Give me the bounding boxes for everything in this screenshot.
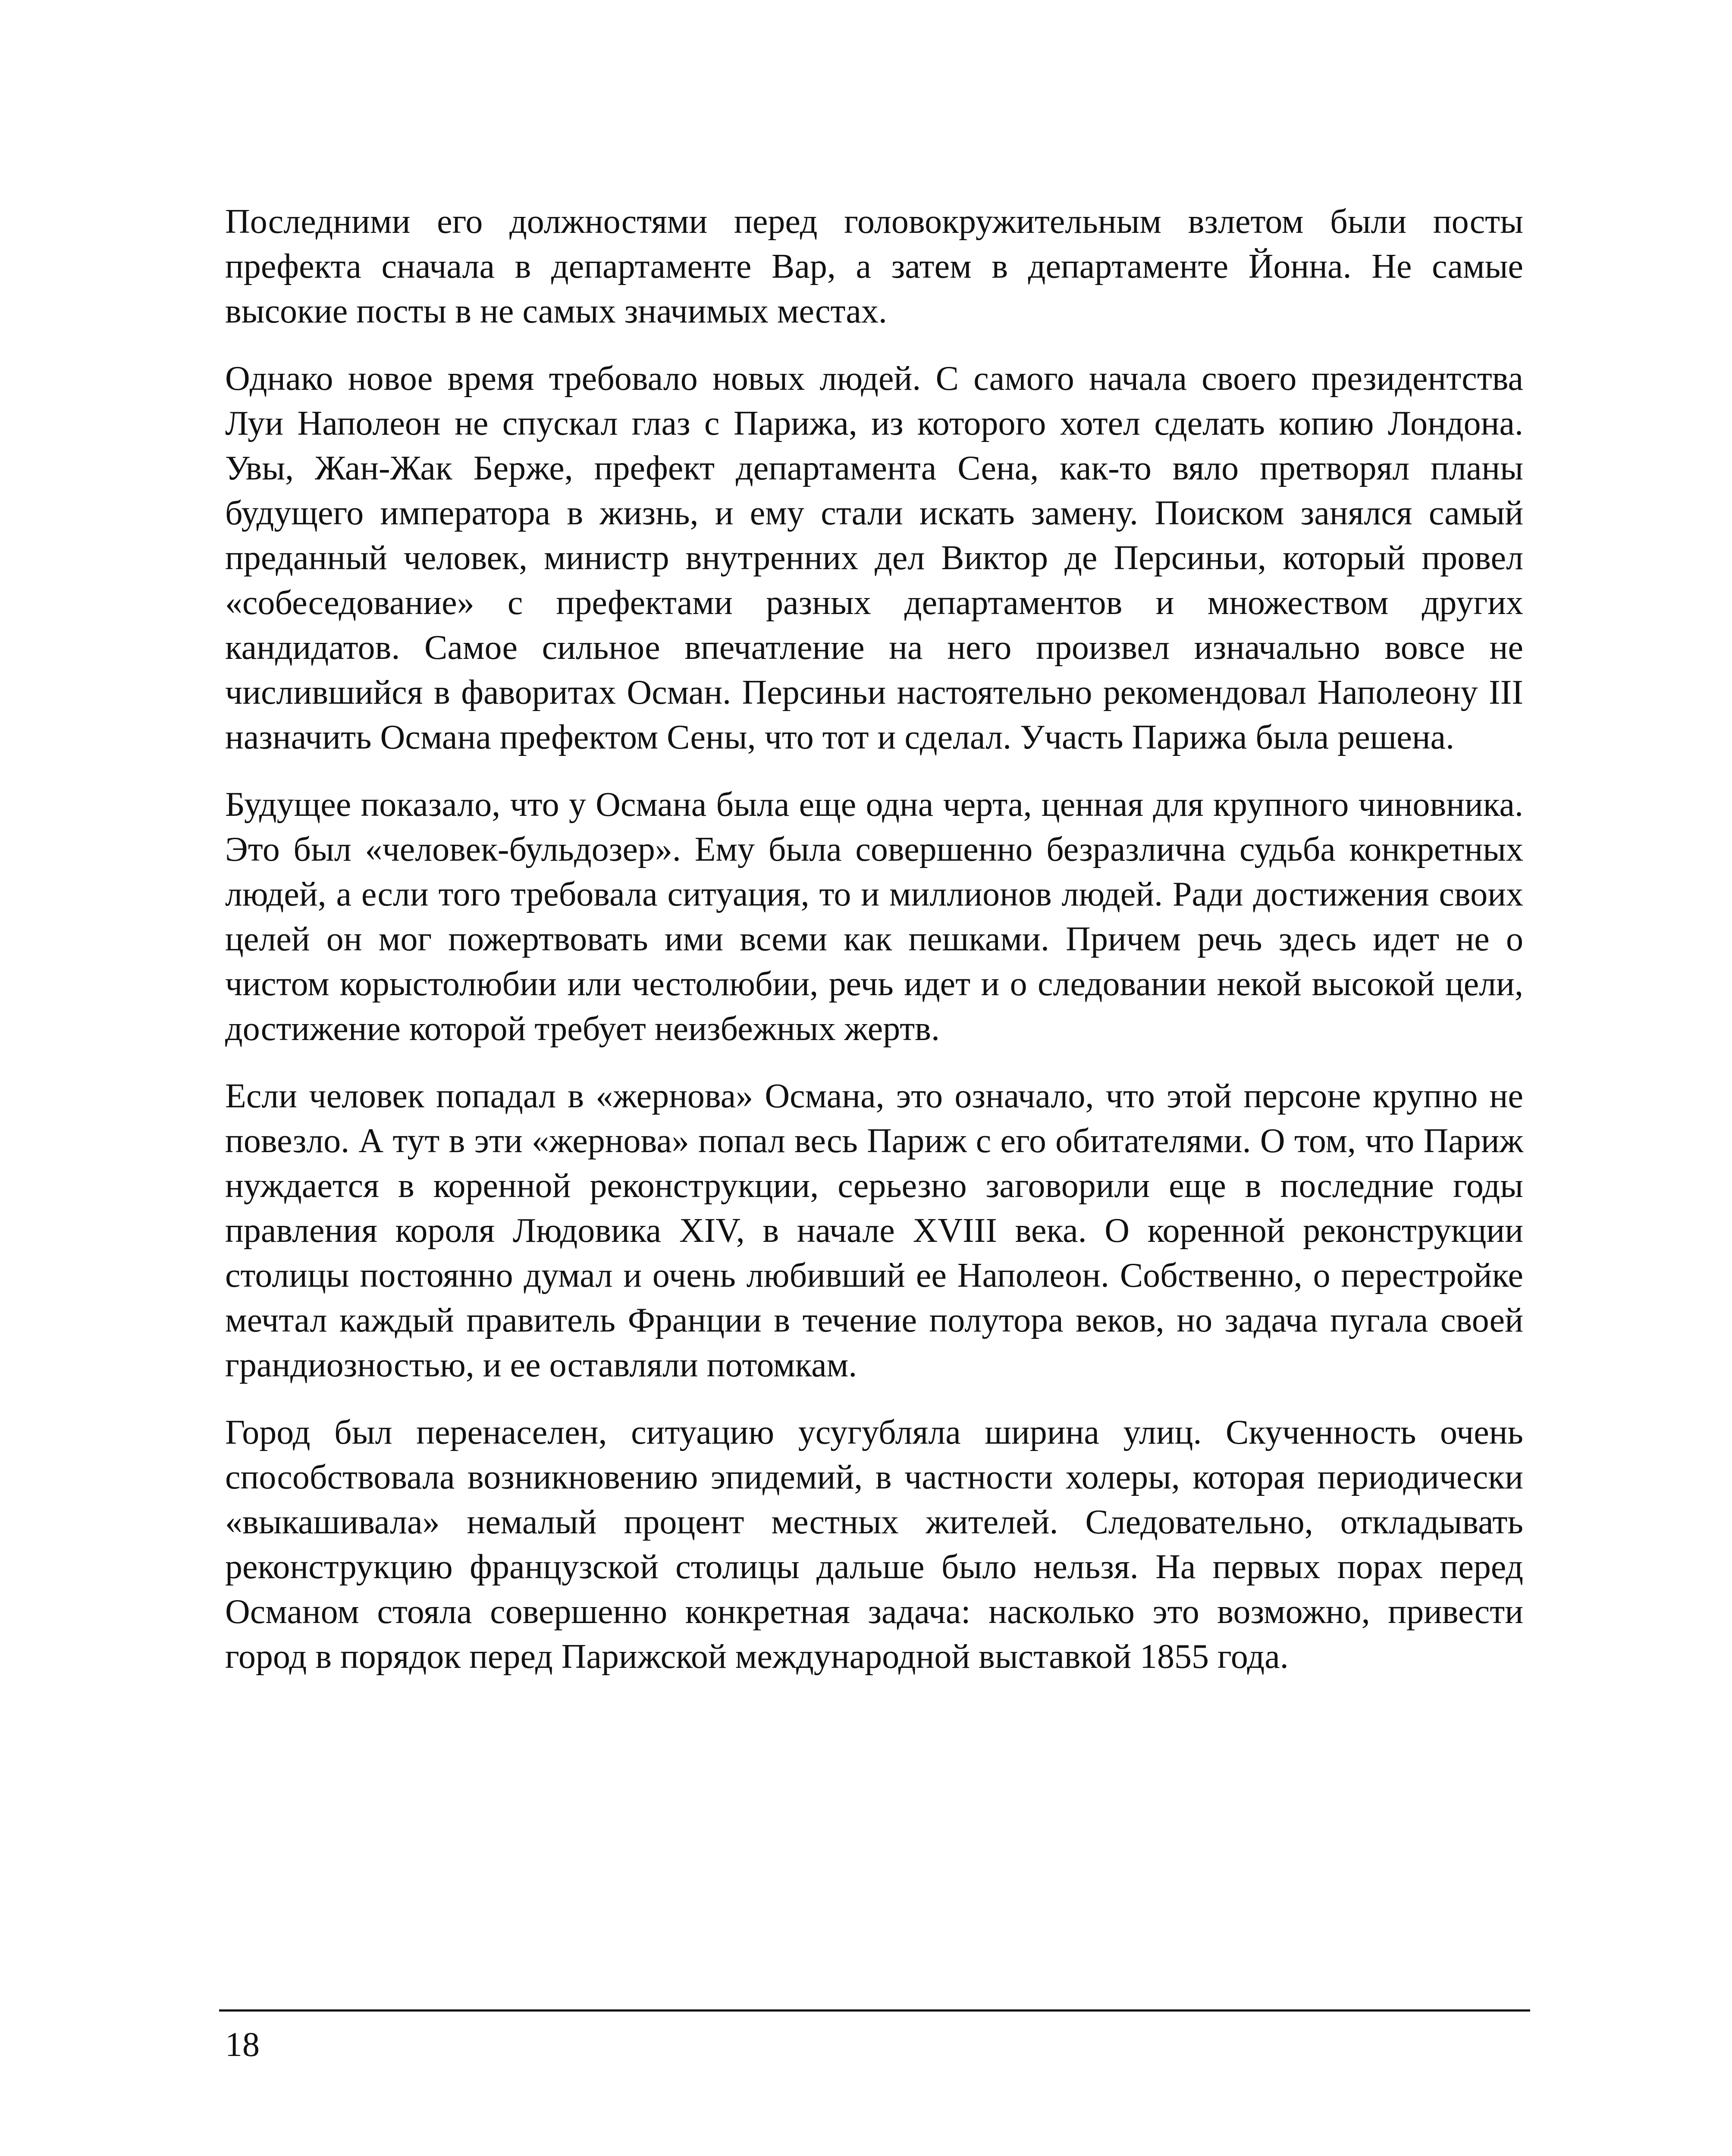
paragraph-2: Однако новое время требовало новых людей. С самого начала своего президентства Луи Наполеон не спускал глаз с Парижа, из которого хотел сделать копию Лондона. Увы, Жан-Жак Берже, префект департамента Сена, как-то вяло претворял планы будущего императора в жизнь, и ему стали искать замену. Поиском занялся самый преданный человек, министр внутренних дел Виктор де Персиньи, который провел «собеседование» с префектами разных департаментов и множеством других кандидатов. Самое сильное впечатление на него произвел изначально вовсе не числившийся в фаворитах Осман. Персиньи настоятельно рекомендовал Наполеону III назначить Османа префектом Сены, что тот и сделал. Участь Парижа была решена. bbox=[225, 360, 1523, 756]
paragraph-4: Если человек попадал в «жернова» Османа, это означало, что этой персоне крупно не повезло. А тут в эти «жернова» попал весь Париж с его обитателями. О том, что Париж нуждается в коренной реконструкции, серьезно заговорили еще в последние годы правления короля Людовика XIV, в начале XVIII века. О коренной реконструкции столицы постоянно думал и очень любивший ее Наполеон. Собственно, о перестройке мечтал каждый правитель Франции в течение полутора веков, но задача пугала своей грандиозностью, и ее оставляли потомкам. bbox=[225, 1077, 1523, 1384]
body-text bbox=[225, 199, 1523, 1702]
paragraph-5: Город был перенаселен, ситуацию усугубляла ширина улиц. Скученность очень способствовала возникновению эпидемий, в частности холеры, которая периодически «выкашивала» немалый процент местных жителей. Следовательно, откладывать реконструкцию французской столицы дальше было нельзя. На первых порах перед Османом стояла совершенно конкретная задача: насколько это возможно, привести город в порядок перед Парижской международной выставкой 1855 года. bbox=[225, 1413, 1523, 1676]
paragraph-3: Будущее показало, что у Османа была еще одна черта, ценная для крупного чиновника. Это был «человек-бульдозер». Ему была совершенно безразлична судьба конкретных людей, а если того требовала ситуация, то и миллионов людей. Ради достижения своих целей он мог пожертвовать ими всеми как пешками. Причем речь здесь идет не о чистом корыстолюбии или честолюбии, речь идет и о следовании некой высокой цели, достижение которой требует неизбежных жертв. bbox=[225, 786, 1523, 1048]
footer-divider bbox=[219, 2009, 1530, 2012]
page-number: 18 bbox=[225, 2026, 260, 2064]
paragraph-1: Последними его должностями перед головокружительным взлетом были посты префекта сначала в департаменте Вар, а затем в департаменте Йонна. Не самые высокие посты в не самых значимых местах. bbox=[225, 203, 1523, 330]
